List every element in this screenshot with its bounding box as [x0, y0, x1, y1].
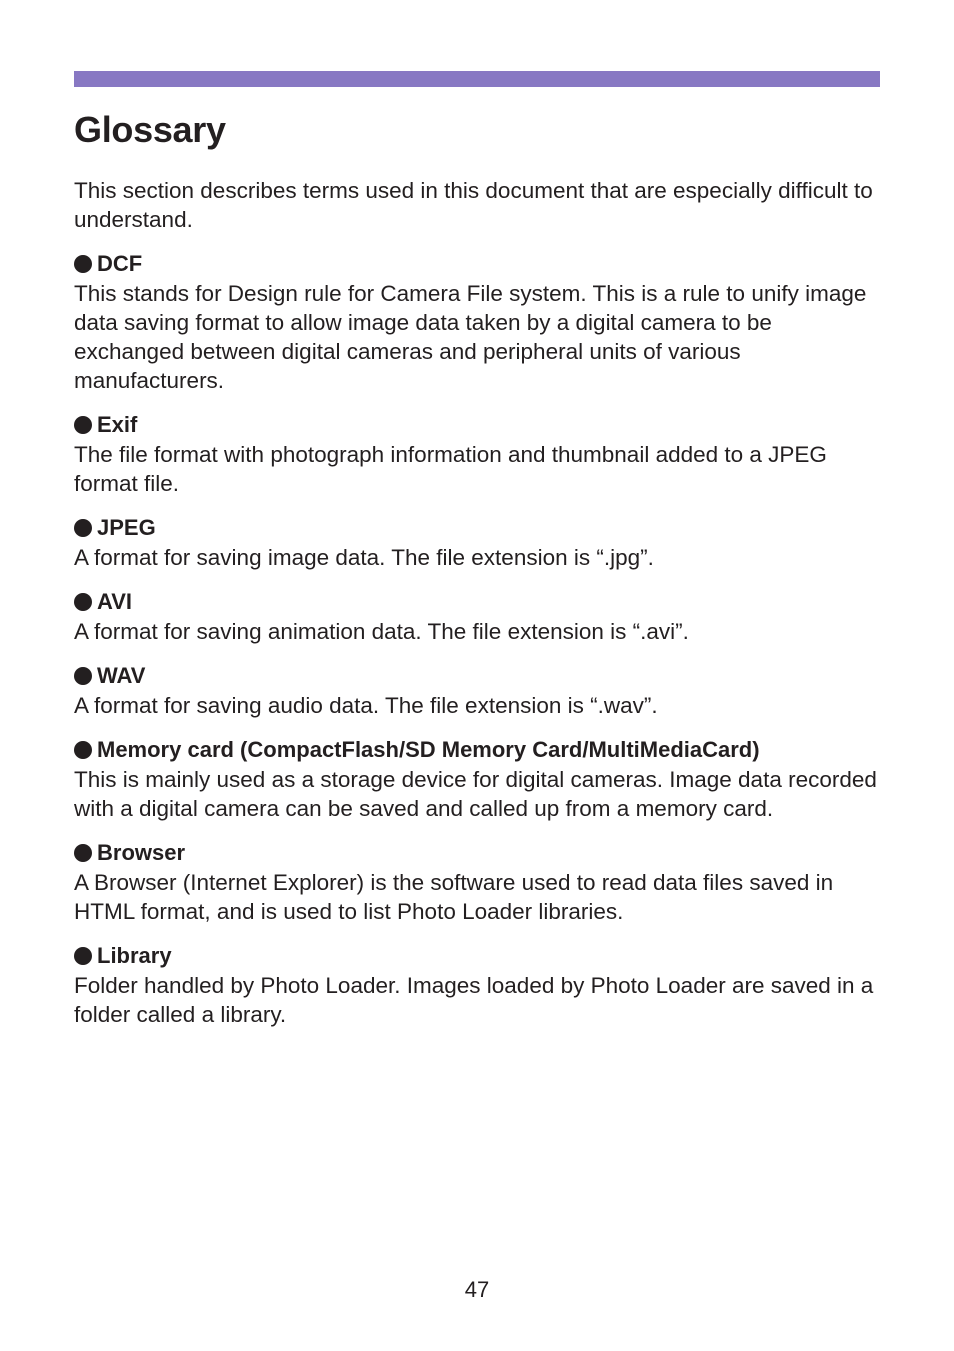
glossary-entry-browser — [74, 838, 880, 926]
bullet-icon — [74, 667, 92, 685]
term-definition: The file format with photograph information and thumbnail added to a JPEG format file. — [74, 442, 827, 496]
glossary-entry-exif — [74, 410, 880, 498]
bullet-icon — [74, 416, 92, 434]
bullet-icon — [74, 593, 92, 611]
term-row — [74, 735, 880, 765]
term-label: Memory card (CompactFlash/SD Memory Card/MultiMediaCard) — [97, 737, 760, 762]
term-row — [74, 513, 880, 543]
term-label: WAV — [97, 663, 146, 688]
bullet-icon — [74, 844, 92, 862]
header-accent-bar — [74, 71, 880, 87]
term-label: Browser — [97, 840, 186, 865]
term-definition: A format for saving image data. The file extension is “.jpg”. — [74, 545, 654, 570]
page-title: Glossary — [74, 109, 226, 150]
term-label: AVI — [97, 589, 133, 614]
term-definition: A format for saving animation data. The file extension is “.avi”. — [74, 619, 689, 644]
bullet-icon — [74, 255, 92, 273]
glossary-entry-jpeg — [74, 513, 880, 572]
term-definition: A format for saving audio data. The file extension is “.wav”. — [74, 693, 658, 718]
term-definition: A Browser (Internet Explorer) is the software used to read data files saved in HTML format, and is used to list Photo Loader libraries. — [74, 870, 834, 924]
term-definition: Folder handled by Photo Loader. Images loaded by Photo Loader are saved in a folder called a library. — [74, 973, 874, 1027]
term-row — [74, 838, 880, 868]
glossary-list — [74, 249, 880, 1029]
glossary-entry-memory-card — [74, 735, 880, 823]
bullet-icon — [74, 741, 92, 759]
term-row — [74, 661, 880, 691]
glossary-page — [74, 71, 880, 1044]
term-label: JPEG — [97, 515, 156, 540]
term-row — [74, 410, 880, 440]
glossary-entry-dcf — [74, 249, 880, 395]
term-label: Exif — [97, 412, 138, 437]
term-definition: This is mainly used as a storage device for digital cameras. Image data recorded with a digital camera can be saved and called up from a memory card. — [74, 767, 877, 821]
glossary-entry-wav — [74, 661, 880, 720]
term-definition: This stands for Design rule for Camera File system. This is a rule to unify image data saving format to allow image data taken by a digital camera to be exchanged between digital cameras and peripheral units of various manufacturers. — [74, 281, 867, 393]
term-label: Library — [97, 943, 172, 968]
page-number: 47 — [464, 1277, 490, 1302]
bullet-icon — [74, 947, 92, 965]
glossary-entry-library — [74, 941, 880, 1029]
glossary-entry-avi — [74, 587, 880, 646]
term-row — [74, 941, 880, 971]
term-label: DCF — [97, 251, 143, 276]
bullet-icon — [74, 519, 92, 537]
term-row — [74, 587, 880, 617]
term-row — [74, 249, 880, 279]
intro-paragraph: This section describes terms used in this document that are especially difficult to understand. — [74, 178, 873, 232]
